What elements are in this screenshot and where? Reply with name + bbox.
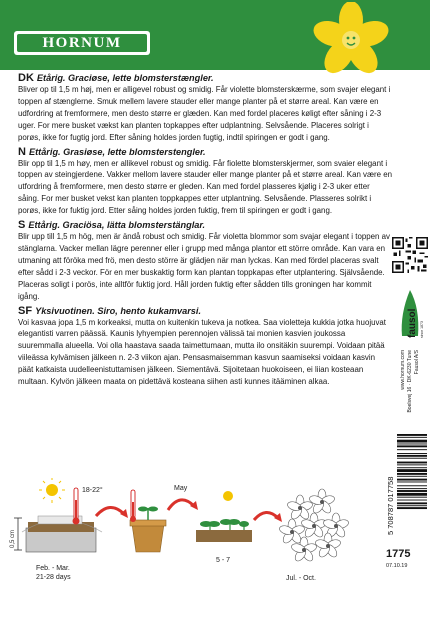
section-sf: [18, 306, 392, 388]
flower-bloom-icon: [308, 489, 335, 515]
step3-label: 5 - 7: [216, 557, 231, 564]
fausol-logo-icon: [396, 284, 426, 342]
barcode-bar: [397, 458, 427, 459]
barcode-bar: [397, 453, 427, 454]
brand-logo: [14, 31, 150, 55]
section-title: [18, 73, 392, 84]
arrow-icon: [96, 507, 124, 516]
barcode-bar: [397, 490, 427, 492]
section-s: [18, 220, 392, 302]
language-code: DK: [18, 72, 34, 84]
address-line-2: Boelsvej 16 · DK-6230 Tune: [407, 350, 413, 413]
barcode-bar: [397, 488, 427, 489]
barcode-bar: [397, 440, 427, 443]
address-line-3: www.hornum.com: [400, 350, 406, 390]
section-body: Bliver op til 1,5 m høj, men er alligevel robust og smidig. Får violette blomsterskærme, som svajer elegant i toppen af stænglerne. Smuk mellem lavere stauder eller mange planter på et større areal. Kan være en udfordring at fremformere, men desto større er glæden. Kan med fordel placeres køligt efter såning i 2-3 uger. For mere busket vækst kan planten topkappes efter udplantning. Selvsående. Placeres solrigt i porøs, ikke for fugtig jord. Efter såning holdes jorden fugtig, indtil spiringen er godt i gang.: [18, 85, 391, 142]
section-title: [18, 306, 392, 317]
barcode-bar: [397, 469, 427, 472]
barcode-bar: [397, 444, 427, 445]
section-title: [18, 147, 392, 158]
barcode-bar: [397, 485, 427, 486]
sun-icon: [223, 491, 233, 501]
section-body: Voi kasvaa jopa 1,5 m korkeaksi, mutta on kuitenkin tukeva ja notkea. Saa violetteja kukkia jotka huojuvat elegantisti varren päässä. Kaunis lyhyempien perennojen välissä tai monien kasvien joukossa suuremmalla alueella. Voi olla haastava saada taimettumaan, mutta ilo onsitäkin suurempi. Voidaan pitää viileässa kylvämisen jälkeen n. 2-3 viikon ajan. Pensasmaisemman kasvun saamiseksi voidaan kasvin päät katkaista uudelleenistuttamisen jälkeen. Siementävä. Sijoitetaan huokoiseen, ei liian kosteaan multaan. Kylvön jälkeen maata on pidettävä kosteana siihen asti kunnes itääminen alkaa.: [18, 317, 387, 387]
barcode-bar: [397, 482, 427, 483]
fausol-wordmark: fausol: [407, 308, 418, 338]
sun-icon: [39, 478, 65, 503]
section-subtitle: Etårig. Graciøse, lette blomsterstængler.: [36, 73, 214, 83]
language-code: S: [18, 219, 26, 232]
barcode-bar: [397, 473, 427, 475]
barcode-digits: 5 708787 017758: [386, 476, 395, 535]
step2-pot: [130, 490, 166, 552]
barcode-bar: [397, 476, 427, 477]
barcode-bar: [397, 493, 427, 496]
brand-name: HORNUM: [17, 34, 147, 52]
header-band: [0, 0, 430, 70]
step1-seed-tray: [22, 478, 103, 581]
sowing-guide-illustration: [0, 478, 380, 618]
barcode-bar: [397, 449, 427, 450]
barcode-bar: [397, 505, 427, 506]
step4-flowers: [278, 489, 349, 582]
depth-label: 0,5 cm: [10, 529, 16, 548]
temperature-label: 18-22°: [82, 487, 103, 494]
barcode-bar: [397, 462, 427, 464]
barcode-bar: [397, 434, 427, 436]
step3-planting: [196, 491, 252, 564]
depth-ruler: [10, 518, 22, 550]
step1-months: Feb. - Mar.: [36, 565, 70, 572]
barcode-icon: [385, 430, 429, 540]
item-number: 1775: [386, 548, 411, 560]
language-code: N: [18, 145, 26, 158]
section-subtitle: Ettårig. Graciösa, lätta blomsterstänglar.: [28, 220, 206, 231]
barcode-bar: [397, 479, 427, 481]
step1-days: 21-28 days: [36, 574, 71, 581]
arrow-icon: [168, 500, 194, 510]
barcode-bar: [397, 437, 427, 438]
barcode-bar: [397, 464, 427, 465]
step4-label: Jul. - Oct.: [286, 575, 316, 582]
description-text: [18, 70, 392, 388]
barcode-bar: [397, 455, 427, 457]
section-n: [18, 147, 392, 218]
address-line-1: Fausol A/S: [414, 350, 420, 375]
language-code: SF: [18, 304, 33, 317]
barcode-bar: [397, 497, 427, 498]
arrow-icon: [254, 512, 278, 520]
fausol-tagline: since 1873: [420, 321, 424, 338]
section-dk: [18, 73, 392, 144]
section-body: Blir upp till 1,5 m hög, men är ändå robust och smidig. Får violetta blommor som svajar elegant i toppen av stänglarna. Vacker mellan lägre perenner eller i grupp med många plantor ett större område. Kan vara en utmaning att föröka med frö, men desto större är glädjen när man lyckas. Kan med fördel placeras svalt efter sådd i 2-3 veckor. För en mer buskaktig form kan plantan toppkapas efter utplantering. Självsående. Placeras soligt i porös, inte alltför fuktig jord. Håll jorden fuktig efter sådden tills groningen har kommit igång.: [18, 232, 390, 301]
section-body: Blir opp til 1,5 m høy, men er allikevel robust og smidig. Får fiolette blomsterskjermer, som svaier elegant i toppen av steingjerdene. Vakker mellom lavere stauder eller mange planter på et større areal. Kan være en utfordring å fremformere, men desto større er gleden. Kan med fordel plasseres kjølig i 2-3 uker etter såing. For mer busket vekst kan planten toppkappes etter utplantning. Selvsående. Plasseres solrikt i porøs, ikke for fuktig jord. Etter såing holdes jorden fuktig, frem til spiringen er godt i gang.: [18, 158, 392, 216]
barcode-bar: [397, 445, 427, 447]
barcode-bar: [397, 507, 427, 509]
section-subtitle: Ettårig. Grasiøse, lette blomsterstengler.: [28, 146, 206, 157]
barcode-bar: [397, 500, 427, 501]
qr-code-icon: [392, 237, 428, 273]
may-label: May: [174, 485, 188, 492]
date-code: 07.10.19: [386, 563, 408, 569]
address-block-3: [400, 350, 412, 430]
flower-logo-icon: [308, 2, 394, 74]
barcode-bar: [397, 502, 427, 504]
section-subtitle: Yksivuotinen. Siro, hento kukamvarsi.: [35, 305, 201, 316]
section-title: [18, 220, 392, 231]
barcode-bar: [397, 467, 427, 468]
